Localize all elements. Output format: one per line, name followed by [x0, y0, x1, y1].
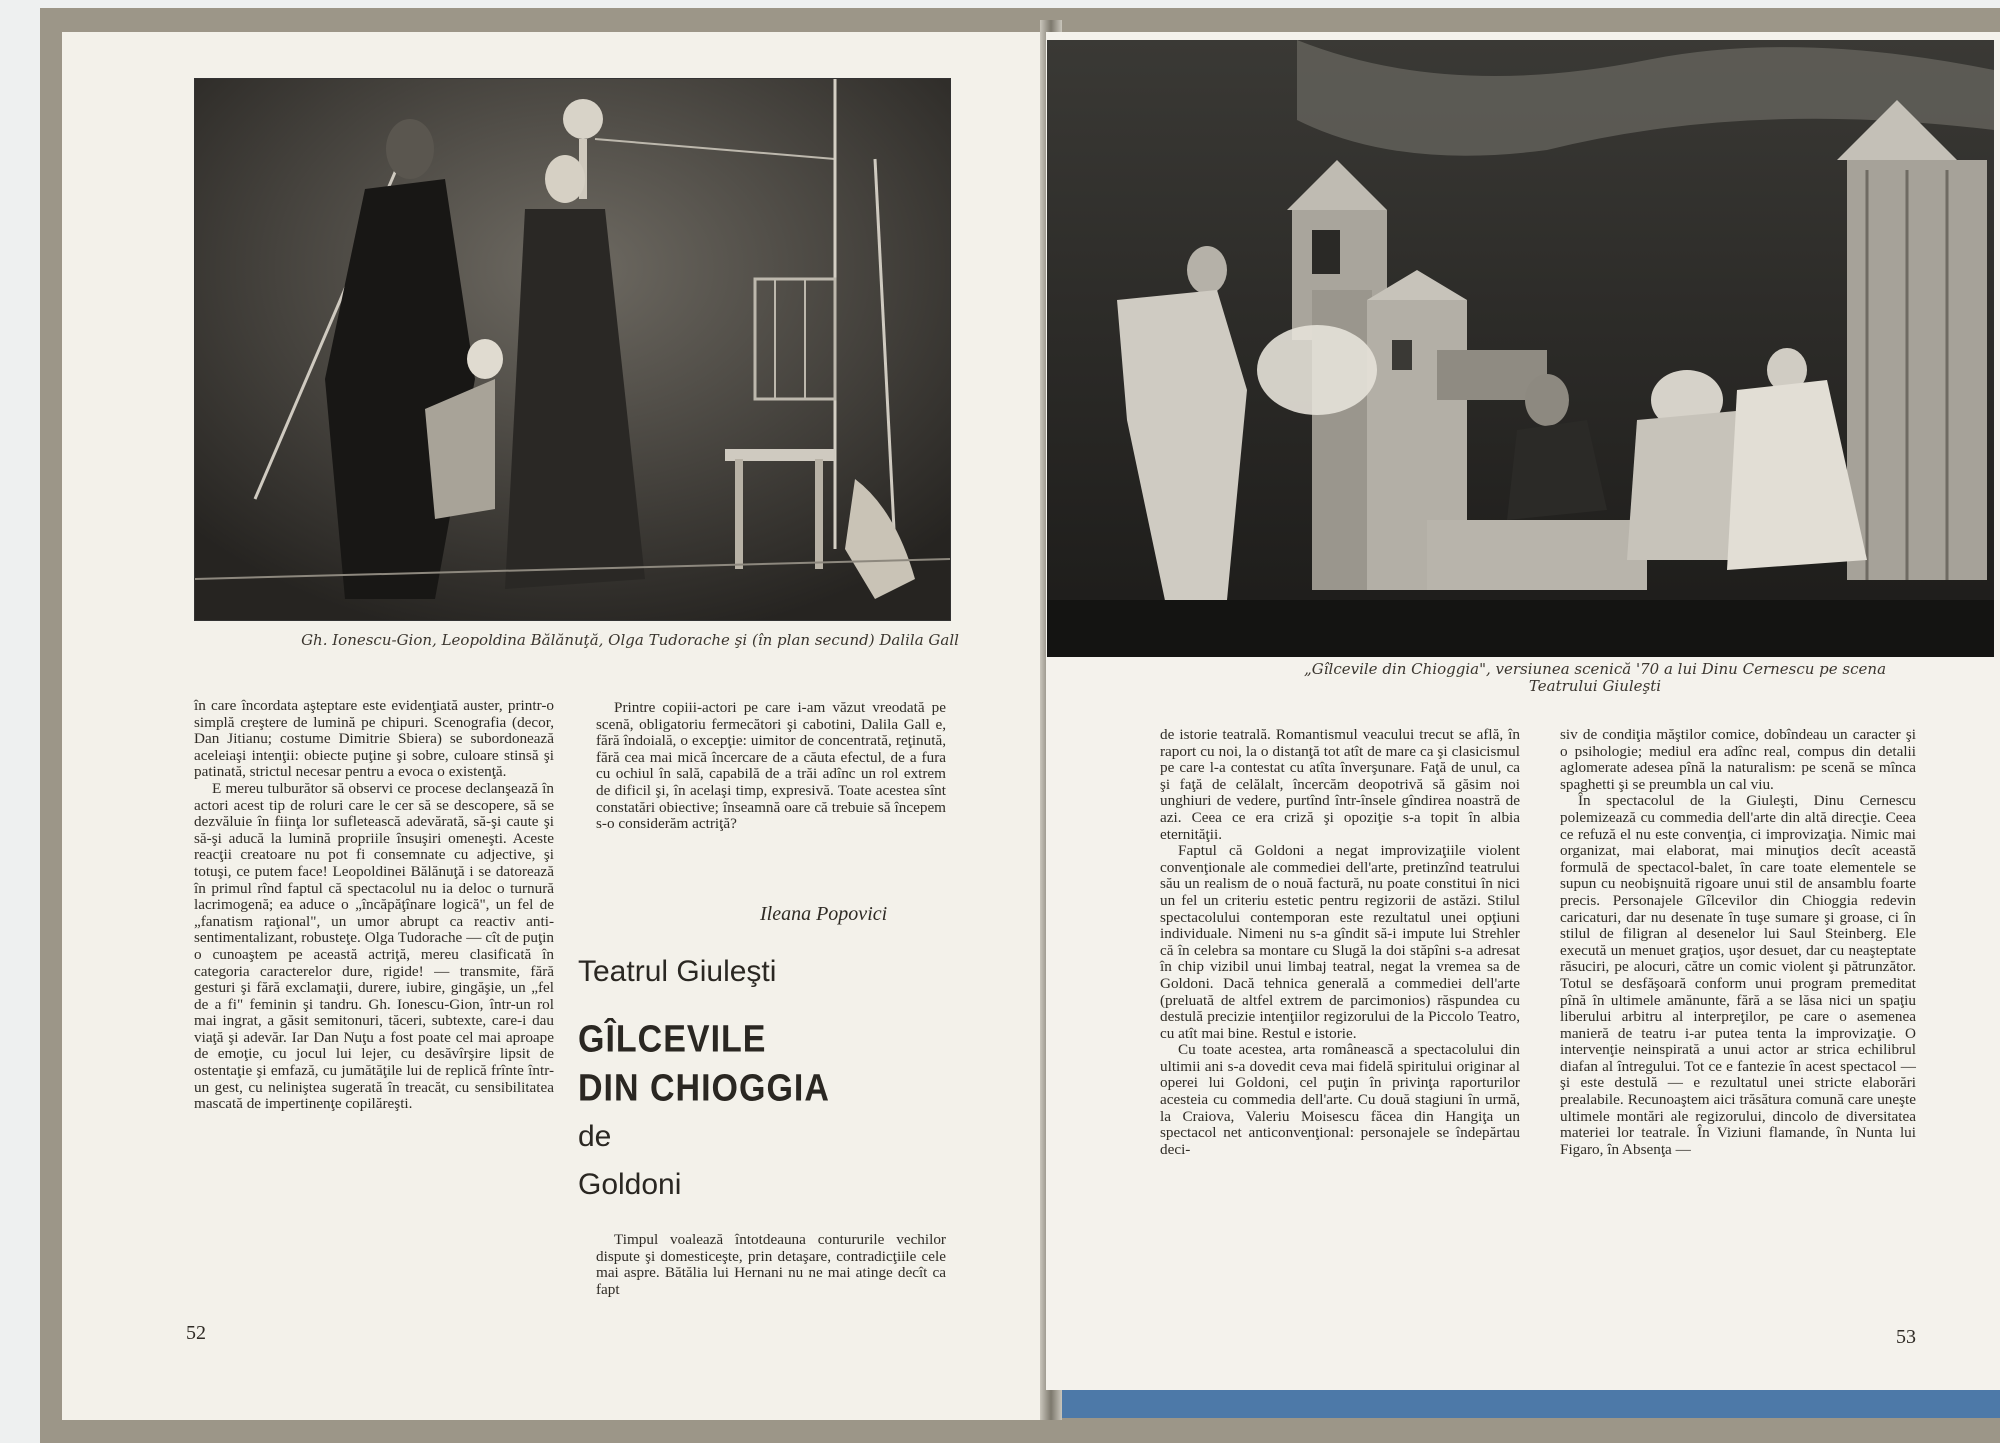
page-number-right: 53: [1896, 1326, 1916, 1348]
paragraph: siv de condiţia măştilor comice, dobîndeau un caracter şi o psihologie; mediul era adînc real, compus din detalii aglomerate adesea pînă la naturalism: pe scenă se mînca spaghetti şi se preumbla un cal viu.: [1560, 726, 1916, 793]
article-start: [596, 1232, 946, 1298]
blue-page-edge: [1040, 1390, 2000, 1418]
paragraph: Faptul că Goldoni a negat improvizaţiile violent convenţionale ale commediei dell'arte, pretinzînd teatrului său un realism de o nouă factură, nu poate constitui în nici un fel un criteriu estetic pentru regizorii de astăzi. Stilul spectacolului contemporan este rezultatul unei opţiuni individuale. Nimeni nu s-a gîndit să-i impute lui Strehler că în celebra sa montare cu Slugă la doi stăpîni s-a adresat în chip vizibil unui limbaj teatral, negat la vremea sa de Goldoni. Dacă tehnica generală a commediei dell'arte (preluată de altfel extrem de parcimonios) răspundea cu destulă precizie intenţiilor regizorului de la Piccolo Teatro, cu atît mai bine. Restul e istorie.: [1160, 842, 1520, 1042]
left-stage-photo: [194, 78, 951, 621]
paragraph: Cu toate acestea, arta românească a spectacolului din ultimii ani s-a dovedit ceva mai fidelă spiritului originar al operei lui Goldoni, cel puţin în privinţa raporturilor acesteia cu commedia dell'arte. Cu două stagiuni în urmă, la Craiova, Valeriu Moisescu făcea din Hangiţa un spectacol net anticonvenţional: personajele se îndepărtau deci-: [1160, 1041, 1520, 1158]
paragraph: Timpul voalează întotdeauna contururile vechilor dispute şi domesticeşte, prin detaşare, contradicţiile cele mai aspre. Bătălia lui Hernani nu ne mai atinge decît ca fapt: [596, 1231, 946, 1298]
paragraph: de istorie teatrală. Romantismul veacului trecut se află, în raport cu noi, la o distanţă tot atît de mare ca şi clasicismul pe care l-a contestat cu atîta înverşunare. Faţă de unul, ca şi faţă de celălalt, încercăm deopotrivă să găsim noi unghiuri de vedere, purtînd într-însele gîndirea noastră de azi. Ceea ce era criză şi opoziţie s-a topit în albia eternităţii.: [1160, 726, 1520, 843]
paragraph: în care încordata aşteptare este evidenţiată auster, printr-o simplă creştere de lumină pe chipuri. Scenografia (decor, Dan Jitianu; costume Dimitrie Sbiera) se subordonează aceleiaşi intenţii: obiecte puţine şi sobre, culoare stinsă şi patinată, strictul necesar pentru a evoca o existenţă.: [194, 697, 554, 781]
author-signature: Ileana Popovici: [760, 903, 888, 925]
paragraph: În spectacolul de la Giuleşti, Dinu Cernescu polemizează cu commedia dell'arte din altă direcţie. Ceea ce refuză el nu este convenţia, ci improvizaţia. Nimic mai organizat, mai elaborat, mai minuţios decît această formulă de spectacol-balet, în care toate elementele se supun cu neobişnuită rigoare unui stil de ansamblu foarte precis. Personajele Gîlcevilor din Chioggia redevin caricaturi, dar nu desenate în tuşe sumare şi groase, ci în stilul de filigran al desenelor lui Saul Steinberg. Ele execută un menuet graţios, uşor desuet, dar cu neaşteptate răsuciri, pe alocuri, către un comic violent şi pătrunzător. Totul se desfăşoară conform unui program premeditat pînă în ultimele amănunte, fără a se lăsa nici un spaţiu liberului arbitru al interpreţilor, pe care o asemenea manieră de teatru i-ar putea tenta la improvizaţie. O intervenţie neinspirată a unui actor ar strica echilibrul diafan al întregului. Tot ce e fantezie în acest spectacol — şi este destulă — e rezultatul unei stricte elaborări prealabile. Recunoaştem aici trăsătura comună care uneşte ultimele montări ale regizorului, dincolo de diversitatea materiei lor teatrale. În Viziuni flamande, în Nunta lui Figaro, în Absenţa —: [1560, 792, 1916, 1158]
right-column-1: [1160, 727, 1520, 1158]
paragraph: Printre copiii-actori pe care i-am văzut vreodată pe scenă, obligatoriu fermecători şi cabotini, Dalila Gall e, fără îndoială, o excepţie: uimitor de concentrată, reţinută, fără cea mai mică încercare de a căuta efectul, de a fura cu ochiul în sală, capabilă de a trăi adînc un rol extrem de dificil şi, în acelaşi timp, expresivă. Toate acestea sînt constatări obiective; înseamnă oare că trebuie să începem s-o considerăm actriţă?: [596, 699, 946, 833]
left-photo-caption: Gh. Ionescu-Gion, Leopoldina Bălănuţă, Olga Tudorache şi (în plan secund) Dalila Gall: [301, 631, 959, 649]
right-column-2: [1560, 727, 1916, 1158]
left-column-2: [596, 700, 946, 833]
title-de: de: [578, 1120, 612, 1153]
left-column-1: [194, 698, 554, 1113]
right-stage-photo: [1047, 40, 1994, 657]
paragraph: E mereu tulburător să observi ce procese declanşează în actori acest tip de roluri care le cer să se descopere, să se dezvăluie în fiinţa lor sufletească adevărată, să-şi caute şi să-şi aducă la lumină propriile însuşiri omeneşti. Aceste reacţii creatoare nu pot fi consemnate cu adjective, şi totuşi, ce putem face! Leopoldinei Bălănuţă i se datorează în primul rînd faptul că spectacolul nu ia deloc o turnură lacrimogenă; ea aduce o „încăpăţînare logică", un fel de „fanatism raţional", un umor abrupt ca reactiv anti-sentimentalizant, robusteţe. Olga Tudorache — cît de puţin o cunoaştem pe această actriţă, mereu clasificată în categoria caracterelor dure, rigide! — transmite, fără gesturi şi fără exclamaţii, durere, iubire, gingăşie, un „fel de a fi" feminin şi tandru. Gh. Ionescu-Gion, într-un rol mai ingrat, a găsit semitonuri, tăceri, subtexte, care-i dau viaţă şi adevăr. Iar Dan Nuţu a fost poate cel mai aproape de emoţie, cu jocul lui lejer, cu desăvîrşire lipsit de ostentaţie şi emfază, cu jumătăţile lui de replică frînte într-un gest, cu neliniştea sugerată în treacăt, cu sensibilitatea mascată de impertinenţe copilăreşti.: [194, 779, 554, 1113]
title-author: Goldoni: [578, 1168, 682, 1201]
page-number-left: 52: [186, 1322, 206, 1344]
theatre-heading: Teatrul Giuleşti: [578, 955, 777, 988]
right-photo-caption: „Gîlcevile din Chioggia", versiunea scenică '70 a lui Dinu Cernescu pe scena Teatrului Giuleşti: [1303, 660, 1887, 695]
article-title-line2: DIN CHIOGGIA: [578, 1067, 830, 1110]
article-title-line1: GÎLCEVILE: [578, 1018, 767, 1061]
